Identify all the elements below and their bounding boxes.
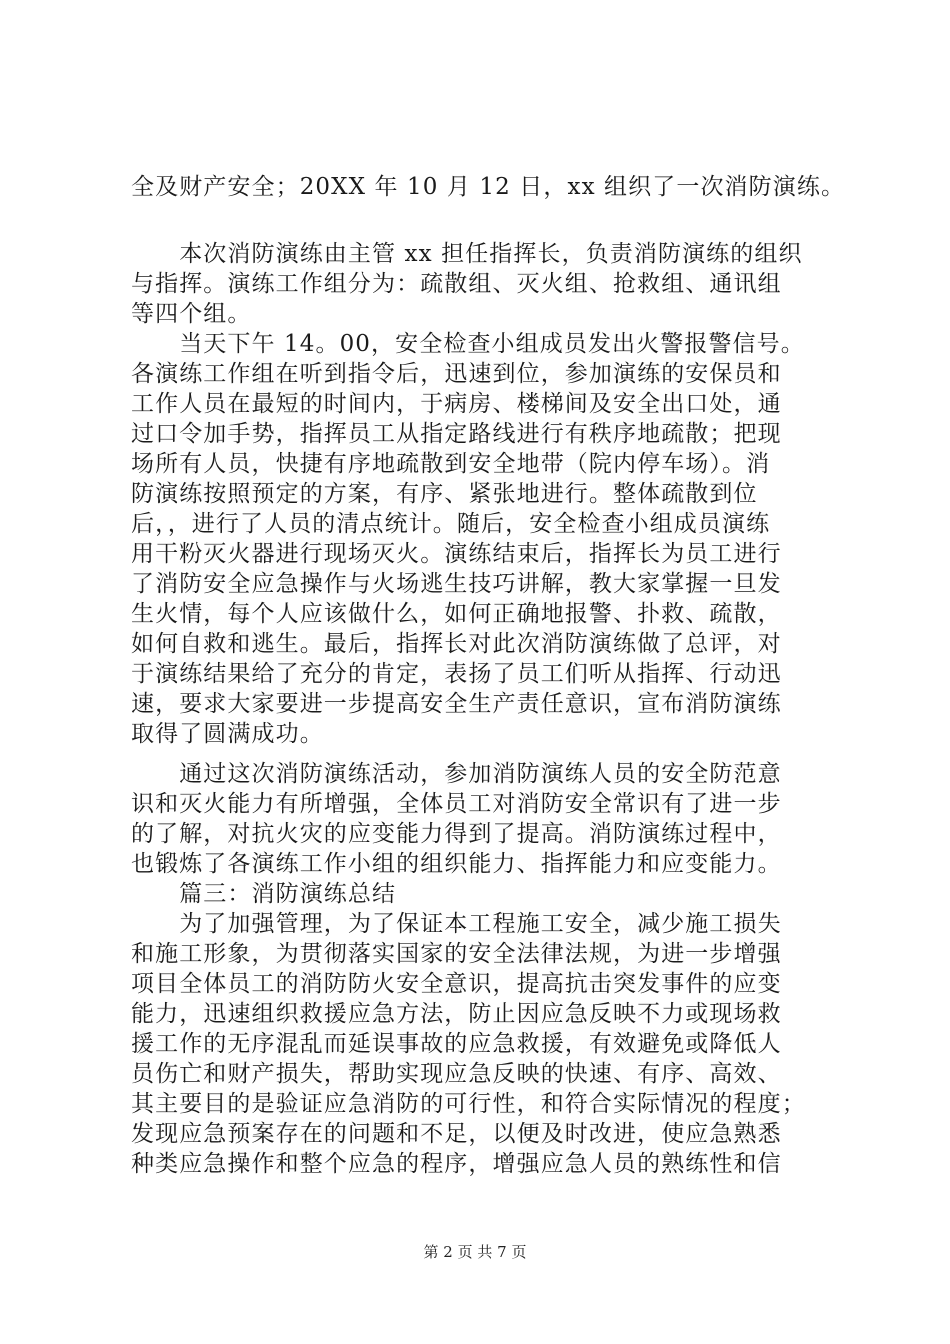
text-line: 援工作的无序混乱而延误事故的应急救援，有效避免或降低人 xyxy=(131,1031,782,1057)
text-line: 当天下午 14。00，安全检查小组成员发出火警报警信号。 xyxy=(131,331,805,357)
text-line: 用干粉灭火器进行现场灭火。演练结束后，指挥长为员工进行 xyxy=(131,541,782,567)
text-line: 也锻炼了各演练工作小组的组织能力、指挥能力和应变能力。 xyxy=(131,851,782,877)
text-line: 发现应急预案存在的问题和不足，以便及时改进，使应急熟悉 xyxy=(131,1121,782,1147)
text-line: 如何自救和逃生。最后，指挥长对此次消防演练做了总评，对 xyxy=(131,631,782,657)
page-footer: 第 2 页 共 7 页 xyxy=(423,1243,527,1261)
text-line: 的了解，对抗火灾的应变能力得到了提高。消防演练过程中， xyxy=(131,821,782,847)
text-line: 和施工形象，为贯彻落实国家的安全法律法规，为进一步增强 xyxy=(131,941,782,967)
text-line: 本次消防演练由主管 xx 担任指挥长，负责消防演练的组织 xyxy=(131,241,803,267)
text-line: 全及财产安全；20XX 年 10 月 12 日，xx 组织了一次消防演练。 xyxy=(131,174,846,200)
text-line: 生火情，每个人应该做什么，如何正确地报警、扑救、疏散， xyxy=(131,601,782,627)
text-line: 等四个组。 xyxy=(131,301,252,327)
text-line: 了消防安全应急操作与火场逃生技巧讲解，教大家掌握一旦发 xyxy=(131,571,782,597)
text-line: 后，，进行了人员的清点统计。随后，安全检查小组成员演练 xyxy=(131,511,771,537)
text-line: 与指挥。演练工作组分为：疏散组、灭火组、抢救组、通讯组 xyxy=(131,271,782,297)
text-line: 场所有人员，快捷有序地疏散到安全地带（院内停车场）。消 xyxy=(131,451,771,477)
text-line: 过口令加手势，指挥员工从指定路线进行有秩序地疏散；把现 xyxy=(131,421,782,447)
text-line: 识和灭火能力有所增强，全体员工对消防安全常识有了进一步 xyxy=(131,791,782,817)
text-line: 通过这次消防演练活动，参加消防演练人员的安全防范意 xyxy=(131,761,782,787)
text-line: 防演练按照预定的方案，有序、紧张地进行。整体疏散到位 xyxy=(131,481,758,507)
text-line: 工作人员在最短的时间内，于病房、楼梯间及安全出口处，通 xyxy=(131,391,782,417)
text-line: 篇三：消防演练总结 xyxy=(131,881,397,907)
text-line: 于演练结果给了充分的肯定，表扬了员工们听从指挥、行动迅 xyxy=(131,661,782,687)
text-line: 各演练工作组在听到指令后，迅速到位，参加演练的安保员和 xyxy=(131,361,782,387)
text-line: 项目全体员工的消防防火安全意识，提高抗击突发事件的应变 xyxy=(131,971,782,997)
text-line: 其主要目的是验证应急消防的可行性，和符合实际情况的程度； xyxy=(131,1091,806,1117)
text-line: 员伤亡和财产损失，帮助实现应急反映的快速、有序、高效、 xyxy=(131,1061,782,1087)
text-line: 种类应急操作和整个应急的程序，增强应急人员的熟练性和信 xyxy=(131,1151,782,1177)
text-line: 取得了圆满成功。 xyxy=(131,721,324,747)
text-line: 能力，迅速组织救援应急方法，防止因应急反映不力或现场救 xyxy=(131,1001,782,1027)
text-line: 为了加强管理，为了保证本工程施工安全，减少施工损失 xyxy=(131,911,782,937)
text-line: 速，要求大家要进一步提高安全生产责任意识，宣布消防演练 xyxy=(131,691,782,717)
